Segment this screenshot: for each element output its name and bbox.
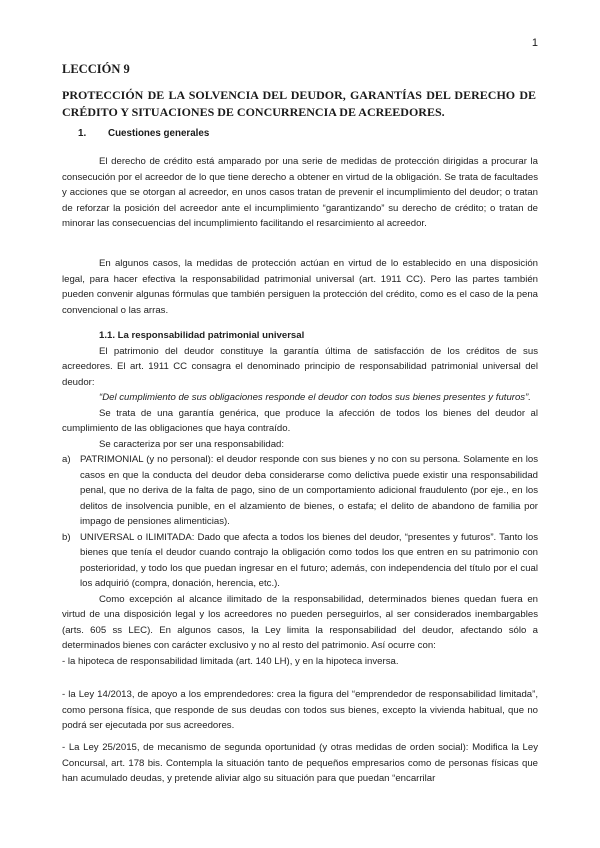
list-text: PATRIMONIAL (y no personal): el deudor responde con sus bienes y no con su persona. Solamente en los casos en que la conducta del deudor deba considerarse como delictiva puede existir una responsabilidad penal, que no deriva de la falta de pago, sino de un comportamiento adicional fraudulento (por eje., en los delitos de insolvencia punible, en el alzamiento de bienes, o estafa; el delito de abandono de familia por impago de pensiones alimenticias). [80, 454, 538, 527]
subsection-block [62, 328, 538, 669]
list-item [62, 530, 538, 592]
list-item [62, 452, 538, 530]
paragraph: El patrimonio del deudor constituye la garantía última de satisfacción de los créditos de sus acreedores. El art. 1911 CC consagra el denominado principio de responsabilidad patrimonial universal del deudor: [62, 345, 538, 388]
paragraph: Se trata de una garantía genérica, que produce la afección de todos los bienes del deudor al cumplimiento de las obligaciones que haya contraído. [62, 407, 538, 434]
subsection-title: 1.1. La responsabilidad patrimonial universal [99, 330, 305, 341]
paragraph: Se caracteriza por ser una responsabilidad: [99, 438, 285, 450]
section-number: 1. [78, 128, 87, 139]
chapter-title: PROTECCIÓN DE LA SOLVENCIA DEL DEUDOR, GARANTÍAS DEL DERECHO DE CRÉDITO Y SITUACIONES DE CONCURRENCIA DE ACREEDORES. [62, 88, 536, 119]
bullet-item: - la hipoteca de responsabilidad limitada (art. 140 LH), y en la hipoteca inversa. [62, 655, 399, 667]
bullet-item: - la Ley 14/2013, de apoyo a los emprendedores: crea la figura del “emprendedor de responsabilidad limitada”, como persona física, que responde de sus deudas con todos sus bienes, excepto la vivienda habitual, que no podrá ser ejecutada por sus acreedores. [62, 689, 538, 731]
bullet-item: - La Ley 25/2015, de mecanismo de segunda oportunidad (y otras medidas de orden social): Modifica la Ley Concursal, art. 178 bis. Contempla la situación tanto de pequeños empresarios como de personas físicas que han acumulado deudas, y pretende aliviar algo su situación para que puedan “encarrilar [62, 742, 538, 784]
page-number: 1 [531, 37, 538, 49]
paragraph: Como excepción al alcance ilimitado de la responsabilidad, determinados bienes quedan fuera en virtud de una disposición legal y los acreedores no pueden perseguirlos, al ser considerados inembargables (arts. 605 ss LEC). En algunos casos, la Ley limita la responsabilidad del deudor, afectando sólo a determinados bienes con carácter exclusivo y no al resto del patrimonio. Así ocurre con: [62, 593, 538, 651]
section-title: Cuestiones generales [108, 128, 210, 139]
list-label: a) [62, 454, 71, 465]
quote: “Del cumplimiento de sus obligaciones responde el deudor con todos sus bienes presentes y futuros”. [99, 392, 531, 403]
lesson-heading: LECCIÓN 9 [62, 62, 130, 76]
paragraph: El derecho de crédito está amparado por una serie de medidas de protección dirigidas a procurar la consecución por el acreedor de lo que tiene derecho a obtener en virtud de la obligación. Se trata de facultades y acciones que se otorgan al acreedor, en unos casos tratan de prevenir el incumplimiento del deudor; o tratan de reforzar la posición del acreedor ante el incumplimiento “garantizando” su derecho de crédito; o tratan de minorar las consecuencias del incumplimiento facilitando el resarcimiento al acreedor. [62, 156, 538, 229]
paragraph: En algunos casos, la medidas de protección actúan en virtud de lo establecido en una disposición legal, para hacer efectiva la responsabilidad patrimonial universal (art. 1911 CC). Pero las partes también pueden convenir algunas fórmulas que también persiguen la protección del crédito, como es el caso de la pena convencional o las arras. [62, 258, 538, 316]
section-heading [62, 128, 209, 139]
list-label: b) [62, 531, 71, 543]
list-text: UNIVERSAL o ILIMITADA: Dado que afecta a todos los bienes del deudor, “presentes y futuros”. Tanto los bienes que tenía el deudor cuando contrajo la obligación como todos los que entren en su patrimonio con posterioridad, y todo los que puedan ingresar en el futuro; además, con independencia del título por el cual los adquirió (compra, donación, herencia, etc.). [80, 531, 538, 589]
